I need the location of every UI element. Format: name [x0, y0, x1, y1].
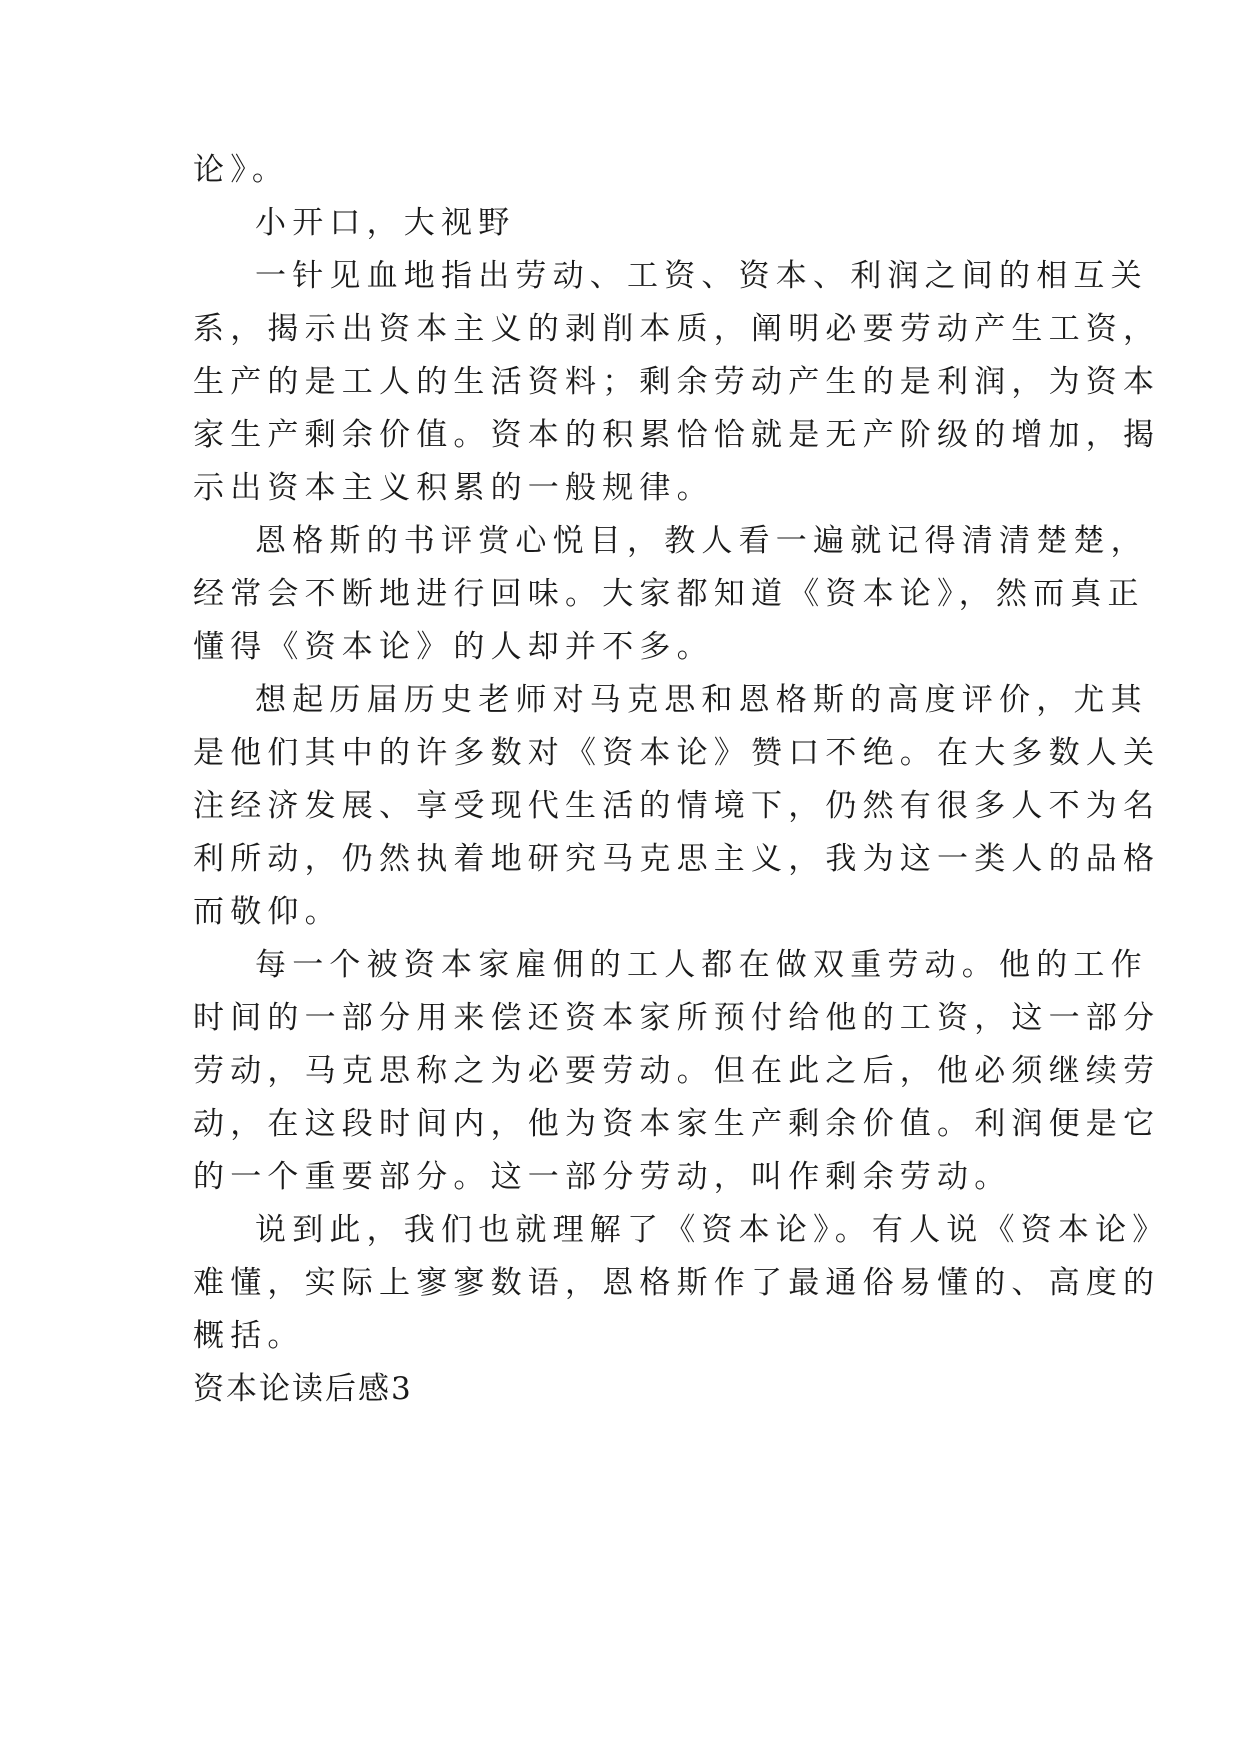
subheading: 小开口，大视野 — [255, 205, 516, 241]
text-line: 难懂，实际上寥寥数语，恩格斯作了最通俗易懂的、高度的 — [193, 1265, 1161, 1301]
text-line: 经常会不断地进行回味。大家都知道《资本论》，然而真正 — [193, 576, 1145, 612]
text-line: 概括。 — [193, 1318, 305, 1354]
text-line: 懂得《资本论》的人却并不多。 — [193, 629, 714, 665]
text-line: 而敬仰。 — [193, 894, 342, 930]
text-line: 生产的是工人的生活资料；剩余劳动产生的是利润，为资本 — [193, 364, 1161, 400]
text-line: 是他们其中的许多数对《资本论》赞口不绝。在大多数人关 — [193, 735, 1161, 771]
text-line: 系，揭示出资本主义的剥削本质，阐明必要劳动产生工资， — [193, 311, 1161, 347]
text-line: 的一个重要部分。这一部分劳动，叫作剩余劳动。 — [193, 1159, 1012, 1195]
text-line: 想起历届历史老师对马克思和恩格斯的高度评价，尤其 — [255, 682, 1148, 718]
text-line: 利所动，仍然执着地研究马克思主义，我为这一类人的品格 — [193, 841, 1161, 877]
text-line: 一针见血地指出劳动、工资、资本、利润之间的相互关 — [255, 258, 1148, 294]
text-line: 家生产剩余价值。资本的积累恰恰就是无产阶级的增加，揭 — [193, 417, 1161, 453]
text-line: 时间的一部分用来偿还资本家所预付给他的工资，这一部分 — [193, 1000, 1161, 1036]
text-line: 每一个被资本家雇佣的工人都在做双重劳动。他的工作 — [255, 947, 1148, 983]
text-line: 示出资本主义积累的一般规律。 — [193, 470, 714, 506]
section-heading: 资本论读后感3 — [193, 1371, 413, 1407]
text-line: 论》。 — [193, 152, 290, 188]
text-line: 动，在这段时间内，他为资本家生产剩余价值。利润便是它 — [193, 1106, 1161, 1142]
text-line: 恩格斯的书评赏心悦目，教人看一遍就记得清清楚楚， — [255, 523, 1148, 559]
text-line: 说到此，我们也就理解了《资本论》。有人说《资本论》 — [255, 1212, 1170, 1248]
text-line: 劳动，马克思称之为必要劳动。但在此之后，他必须继续劳 — [193, 1053, 1161, 1089]
text-line: 注经济发展、享受现代生活的情境下，仍然有很多人不为名 — [193, 788, 1161, 824]
